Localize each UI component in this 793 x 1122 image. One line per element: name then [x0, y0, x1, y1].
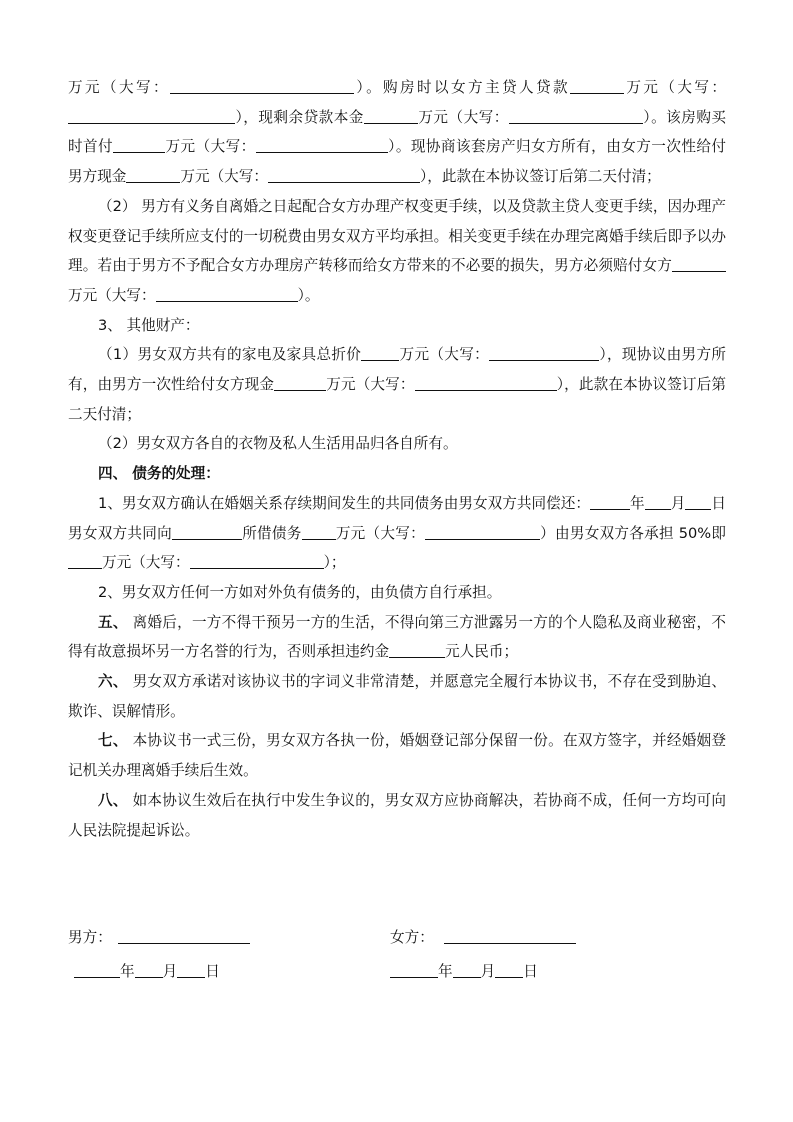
male-day-blank[interactable]	[177, 962, 205, 978]
paragraph-clause-7: 七、 本协议书一式三份，男女双方各执一份，婚姻登记部分保留一份。在双方签字，并经婚姻登记机关办理离婚手续后生效。	[68, 732, 726, 780]
female-day-blank[interactable]	[495, 962, 523, 978]
amount-blank[interactable]	[415, 375, 557, 391]
creditor-blank[interactable]	[172, 524, 242, 540]
female-signature-row: 女方：	[390, 924, 576, 952]
amount-blank[interactable]	[672, 256, 726, 272]
amount-blank[interactable]	[489, 345, 599, 361]
day-blank[interactable]	[685, 494, 711, 510]
amount-blank[interactable]	[570, 78, 624, 94]
male-year-blank[interactable]	[74, 962, 120, 978]
month-blank[interactable]	[645, 494, 671, 510]
paragraph-house-purchase: 万元（大写： ）。购房时以女方主贷人贷款 万元（大写：），现剩余贷款本金 万元（大写： ）。该房购买时首付 万元（大写： ）。现协商该套房产归女方所有，由女方一次性给付男方现金 万元（大写： ），此款在本协议签订后第二天付清；	[68, 79, 726, 186]
agreement-body	[68, 73, 726, 845]
amount-blank[interactable]	[274, 375, 326, 391]
female-signature-block	[390, 924, 576, 986]
paragraph-clause-6: 六、 男女双方承诺对该协议书的字词义非常清楚，并愿意完全履行本协议书，不存在受到胁迫、欺诈、误解情形。	[68, 673, 726, 720]
paragraph-clause-5: 五、 离婚后，一方不得干预另一方的生活，不得向第三方泄露另一方的个人隐私及商业秘密，不得有故意损坏另一方名誉的行为，否则承担违约金 元人民币；	[68, 613, 726, 661]
paragraph-appliances: （1）男女双方共有的家电及家具总折价 万元（大写： ），现协议由男方所有，由男方一次性给付女方现金 万元（大写： ），此款在本协议签订后第二天付清；	[68, 346, 726, 423]
amount-blank[interactable]	[170, 78, 354, 94]
paragraph-property-transfer: （2） 男方有义务自离婚之日起配合女方办理产权变更手续，以及贷款主贷人变更手续，因办理产权变更登记手续所应支付的一切税费由男女双方平均承担。相关变更手续在办理完离婚手续后即予以办理。若由于男方不予配合女方办理房产转移而给女方带来的不必要的损失，男方必须赔付女方万元（大写： ）。	[68, 197, 726, 304]
amount-blank[interactable]	[425, 524, 540, 540]
female-date-row: 年 月 日	[390, 958, 576, 986]
amount-blank[interactable]	[156, 286, 298, 302]
paragraph-clause-8: 八、 如本协议生效后在执行中发生争议的，男女双方应协商解决，若协商不成，任何一方均可向人民法院提起诉讼。	[68, 791, 726, 839]
amount-blank[interactable]	[364, 108, 418, 124]
amount-blank[interactable]	[68, 108, 235, 124]
male-signature-field[interactable]	[118, 928, 250, 944]
amount-blank[interactable]	[302, 524, 336, 540]
female-month-blank[interactable]	[453, 962, 481, 978]
male-signature-row: 男方：	[68, 924, 250, 952]
amount-blank[interactable]	[126, 167, 180, 183]
amount-blank[interactable]	[268, 167, 420, 183]
amount-blank[interactable]	[361, 345, 399, 361]
heading-debt: 四、 债务的处理：	[98, 465, 220, 483]
year-blank[interactable]	[590, 494, 630, 510]
heading-other-property: 3、 其他财产：	[98, 316, 200, 334]
amount-blank[interactable]	[190, 553, 324, 569]
penalty-blank[interactable]	[389, 642, 445, 658]
amount-blank[interactable]	[509, 108, 643, 124]
paragraph-own-debt: 2、男女双方任何一方如对外负有债务的，由负债方自行承担。	[98, 583, 502, 601]
male-month-blank[interactable]	[135, 962, 163, 978]
paragraph-joint-debt: 1、男女双方确认在婚姻关系存续期间发生的共同债务由男女双方共同偿还： 年 月 日男女双方共同向 所借债务 万元（大写： ）由男女双方各承担 50%即万元（大写： ）；	[68, 494, 726, 572]
paragraph-personal-belongings: （2）男女双方各自的衣物及私人生活用品归各自所有。	[98, 435, 458, 453]
male-signature-block	[68, 924, 250, 986]
amount-blank[interactable]	[256, 137, 388, 153]
amount-blank[interactable]	[113, 137, 165, 153]
female-year-blank[interactable]	[390, 962, 438, 978]
male-date-row: 年 月 日	[68, 958, 250, 986]
amount-blank[interactable]	[68, 553, 102, 569]
female-signature-field[interactable]	[444, 928, 576, 944]
